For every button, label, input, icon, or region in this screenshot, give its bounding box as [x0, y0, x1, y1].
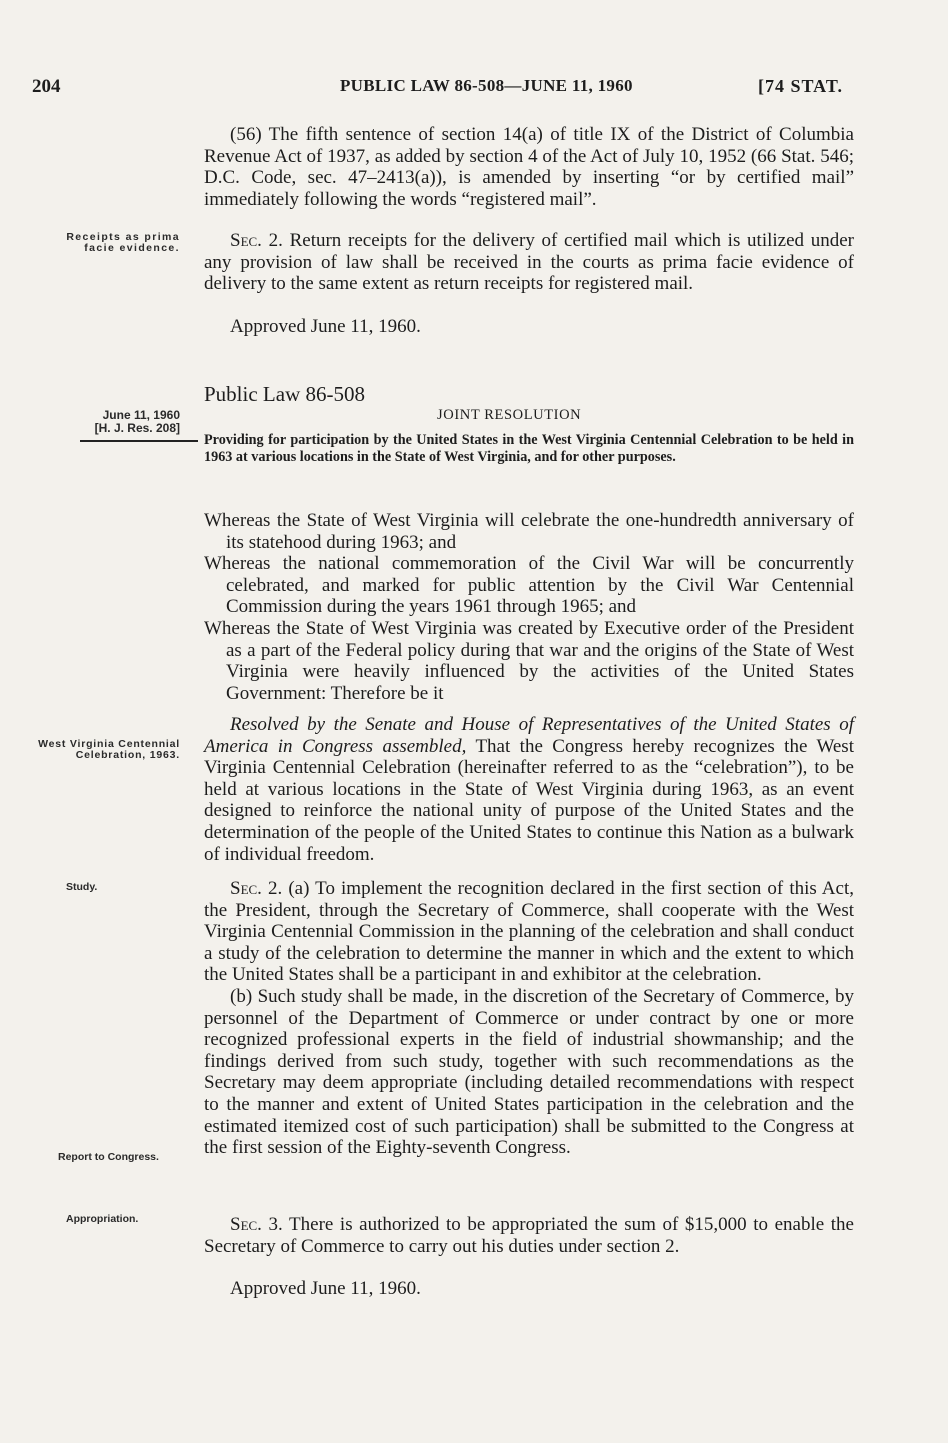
section-2a-text: (a) To implement the recognition declared in the first section of this Act, the President, through the Secretary of Commerce, shall cooperate with the West Virginia Centennial Commission in the planning of the celebration and shall conduct a study of the celebration to determine the manner in which and the extent to which the United States shall be a participant in and exhibitor at the celebration. [204, 878, 854, 986]
statute-volume: [74 STAT. [758, 76, 844, 96]
purpose-statement: Providing for participation by the United States in the West Virginia Centennial Celebration to be held in 1963 at various locations in the State of West Virginia, and for other purposes. [204, 432, 854, 465]
bill-number: [H. J. Res. 208] [94, 421, 180, 435]
margin-note-receipts: Receipts as prima facie evidence. [66, 231, 180, 254]
joint-resolution-label: JOINT RESOLUTION [437, 407, 582, 423]
resolving-clause [204, 714, 854, 865]
section-2-label: Sec. 2. [230, 878, 283, 899]
section-3-text: There is authorized to be appropriated the sum of $15,000 to enable the Secretary of Commerce to carry out his duties under section 2. [204, 1214, 854, 1257]
section-3-label: Sec. 3. [230, 1214, 283, 1235]
section-2b-text: (b) Such study shall be made, in the discretion of the Secretary of Commerce, by personnel of the Department of Commerce or under contract by one or more recognized professional experts in the field of industrial showmanship; and the findings derived from such study, together with such recommendations as the Secretary may deem appropriate (including detailed recommendations with respect to the manner and extent of United States participation in the celebration and the estimated itemized cost of such participation) shall be submitted to the Congress at the first session of the Eighty-seventh Congress. [204, 985, 854, 1159]
whereas-clauses [204, 510, 854, 704]
whereas-1: Whereas the State of West Virginia will celebrate the one-hundredth anniversary of its statehood during 1963; and [204, 510, 854, 553]
section-3 [204, 1214, 854, 1257]
page-number: 204 [32, 76, 61, 97]
margin-note-appropriation: Appropriation. [66, 1213, 139, 1225]
prev-law-approved: Approved June 11, 1960. [230, 316, 421, 337]
whereas-2: Whereas the national commemoration of the Civil War will be concurrently celebrated, and marked for public attention by the Civil War Centennial Commission during the years 1961 through 1965; and [204, 553, 854, 618]
section-text: Return receipts for the delivery of certified mail which is utilized under any provision of law shall be received in the courts as prima facie evidence of delivery to the same extent as return receipts for registered mail. [204, 230, 854, 295]
margin-note-celebration: West Virginia Centennial Celebration, 1963. [38, 738, 180, 761]
prev-law-section-56 [204, 124, 854, 210]
running-header-title: PUBLIC LAW 86-508—JUNE 11, 1960 [340, 76, 633, 95]
section-2 [204, 878, 854, 1159]
public-law-title: Public Law 86-508 [204, 382, 365, 406]
paragraph-56: (56) The fifth sentence of section 14(a) of title IX of the District of Columbia Revenue Act of 1937, as added by section 4 of the Act of July 10, 1952 (66 Stat. 546; D.C. Code, sec. 47–2413(a)), is amended by inserting “or by certified mail” immediately following the words “registered mail”. [204, 124, 854, 210]
section-label: Sec. 2. [230, 230, 283, 251]
date-note: June 11, 1960 [102, 408, 180, 422]
margin-note-report: Report to Congress. [58, 1151, 159, 1163]
margin-note-study: Study. [66, 881, 98, 893]
margin-note-date [34, 409, 180, 435]
resolved-italic: Resolved by the Senate and House of Representatives of the United States of America in Congress assembled, [204, 714, 854, 757]
law-approved: Approved June 11, 1960. [230, 1278, 421, 1299]
prev-law-section-2 [204, 230, 854, 295]
margin-divider [80, 440, 198, 442]
whereas-3: Whereas the State of West Virginia was created by Executive order of the President as a part of the Federal policy during that war and the origins of the State of West Virginia were heavily influenced by the activities of the United States Government: Therefore be it [204, 617, 854, 704]
resolved-text: That the Congress hereby recognizes the West Virginia Centennial Celebration (hereinafter referred to as the “celebration”), to be held at various locations in the State of West Virginia during 1963, as an event designed to reinforce the national unity of purpose of the United States and the determination of the people of the United States to continue this Nation as a bulwark of individual freedom. [204, 735, 854, 865]
